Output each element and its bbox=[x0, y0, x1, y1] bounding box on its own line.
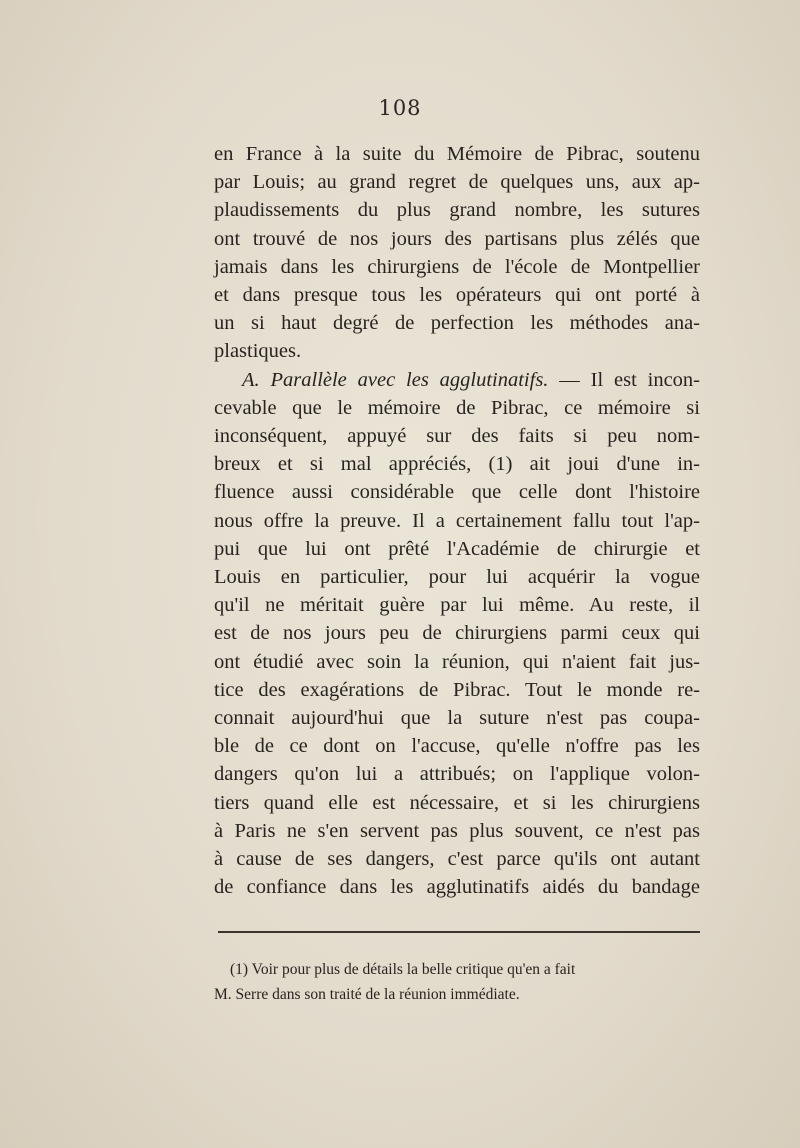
text-line: ont étudié avec soin la réunion, qui n'aient fait jus- bbox=[214, 650, 700, 673]
text-line: à Paris ne s'en servent pas plus souvent, ce n'est pas bbox=[214, 819, 700, 842]
text-line: Louis en particulier, pour lui acquérir la vogue bbox=[214, 566, 700, 589]
text-line: ble de ce dont on l'accuse, qu'elle n'offre pas les bbox=[214, 735, 700, 758]
text-line: qu'il ne méritait guère par lui même. Au reste, il bbox=[214, 594, 700, 617]
text-line: jamais dans les chirurgiens de l'école de Montpellier bbox=[214, 255, 700, 278]
text-line: de confiance dans les agglutinatifs aidés du bandage bbox=[214, 876, 700, 899]
text-line: fluence aussi considérable que celle dont l'histoire bbox=[214, 481, 700, 504]
text-line: pui que lui ont prêté l'Académie de chirurgie et bbox=[214, 537, 700, 560]
text-line: plastiques. bbox=[214, 340, 302, 363]
footnote bbox=[214, 957, 700, 1007]
text-line: à cause de ses dangers, c'est parce qu'ils ont autant bbox=[214, 848, 700, 871]
section-heading-line bbox=[214, 366, 700, 394]
text-line: est de nos jours peu de chirurgiens parmi ceux qui bbox=[214, 622, 700, 645]
text-line: par Louis; au grand regret de quelques uns, aux ap- bbox=[214, 171, 700, 194]
text-line: inconséquent, appuyé sur des faits si peu nom- bbox=[214, 425, 700, 448]
body-text bbox=[214, 140, 700, 901]
text-line: tiers quand elle est nécessaire, et si les chirurgiens bbox=[214, 791, 700, 814]
text-line: breux et si mal appréciés, (1) ait joui d'une in- bbox=[214, 453, 700, 476]
footnote-line: (1) Voir pour plus de détails la belle critique qu'en a fait bbox=[230, 961, 576, 978]
text-line: tice des exagérations de Pibrac. Tout le monde re- bbox=[214, 678, 700, 701]
text-line: dangers qu'on lui a attribués; on l'applique volon- bbox=[214, 763, 700, 786]
section-lead: — Il est incon- bbox=[548, 368, 701, 391]
text-line: cevable que le mémoire de Pibrac, ce mémoire si bbox=[214, 396, 700, 419]
page-number: 108 bbox=[378, 96, 422, 120]
text-line: connait aujourd'hui que la suture n'est pas coupa- bbox=[214, 707, 700, 730]
text-line: en France à la suite du Mémoire de Pibrac, soutenu bbox=[214, 143, 700, 165]
footnote-line: M. Serre dans son traité de la réunion immédiate. bbox=[214, 986, 520, 1003]
footnote-divider bbox=[218, 931, 700, 933]
text-line: un si haut degré de perfection les méthodes ana- bbox=[214, 312, 700, 335]
text-line: ont trouvé de nos jours des partisans plus zélés que bbox=[214, 227, 700, 250]
text-line: plaudissements du plus grand nombre, les sutures bbox=[214, 199, 700, 222]
section-heading: A. Parallèle avec les agglutinatifs. bbox=[242, 368, 549, 391]
text-line: et dans presque tous les opérateurs qui ont porté à bbox=[214, 284, 700, 307]
text-line: nous offre la preuve. Il a certainement fallu tout l'ap- bbox=[214, 509, 700, 532]
